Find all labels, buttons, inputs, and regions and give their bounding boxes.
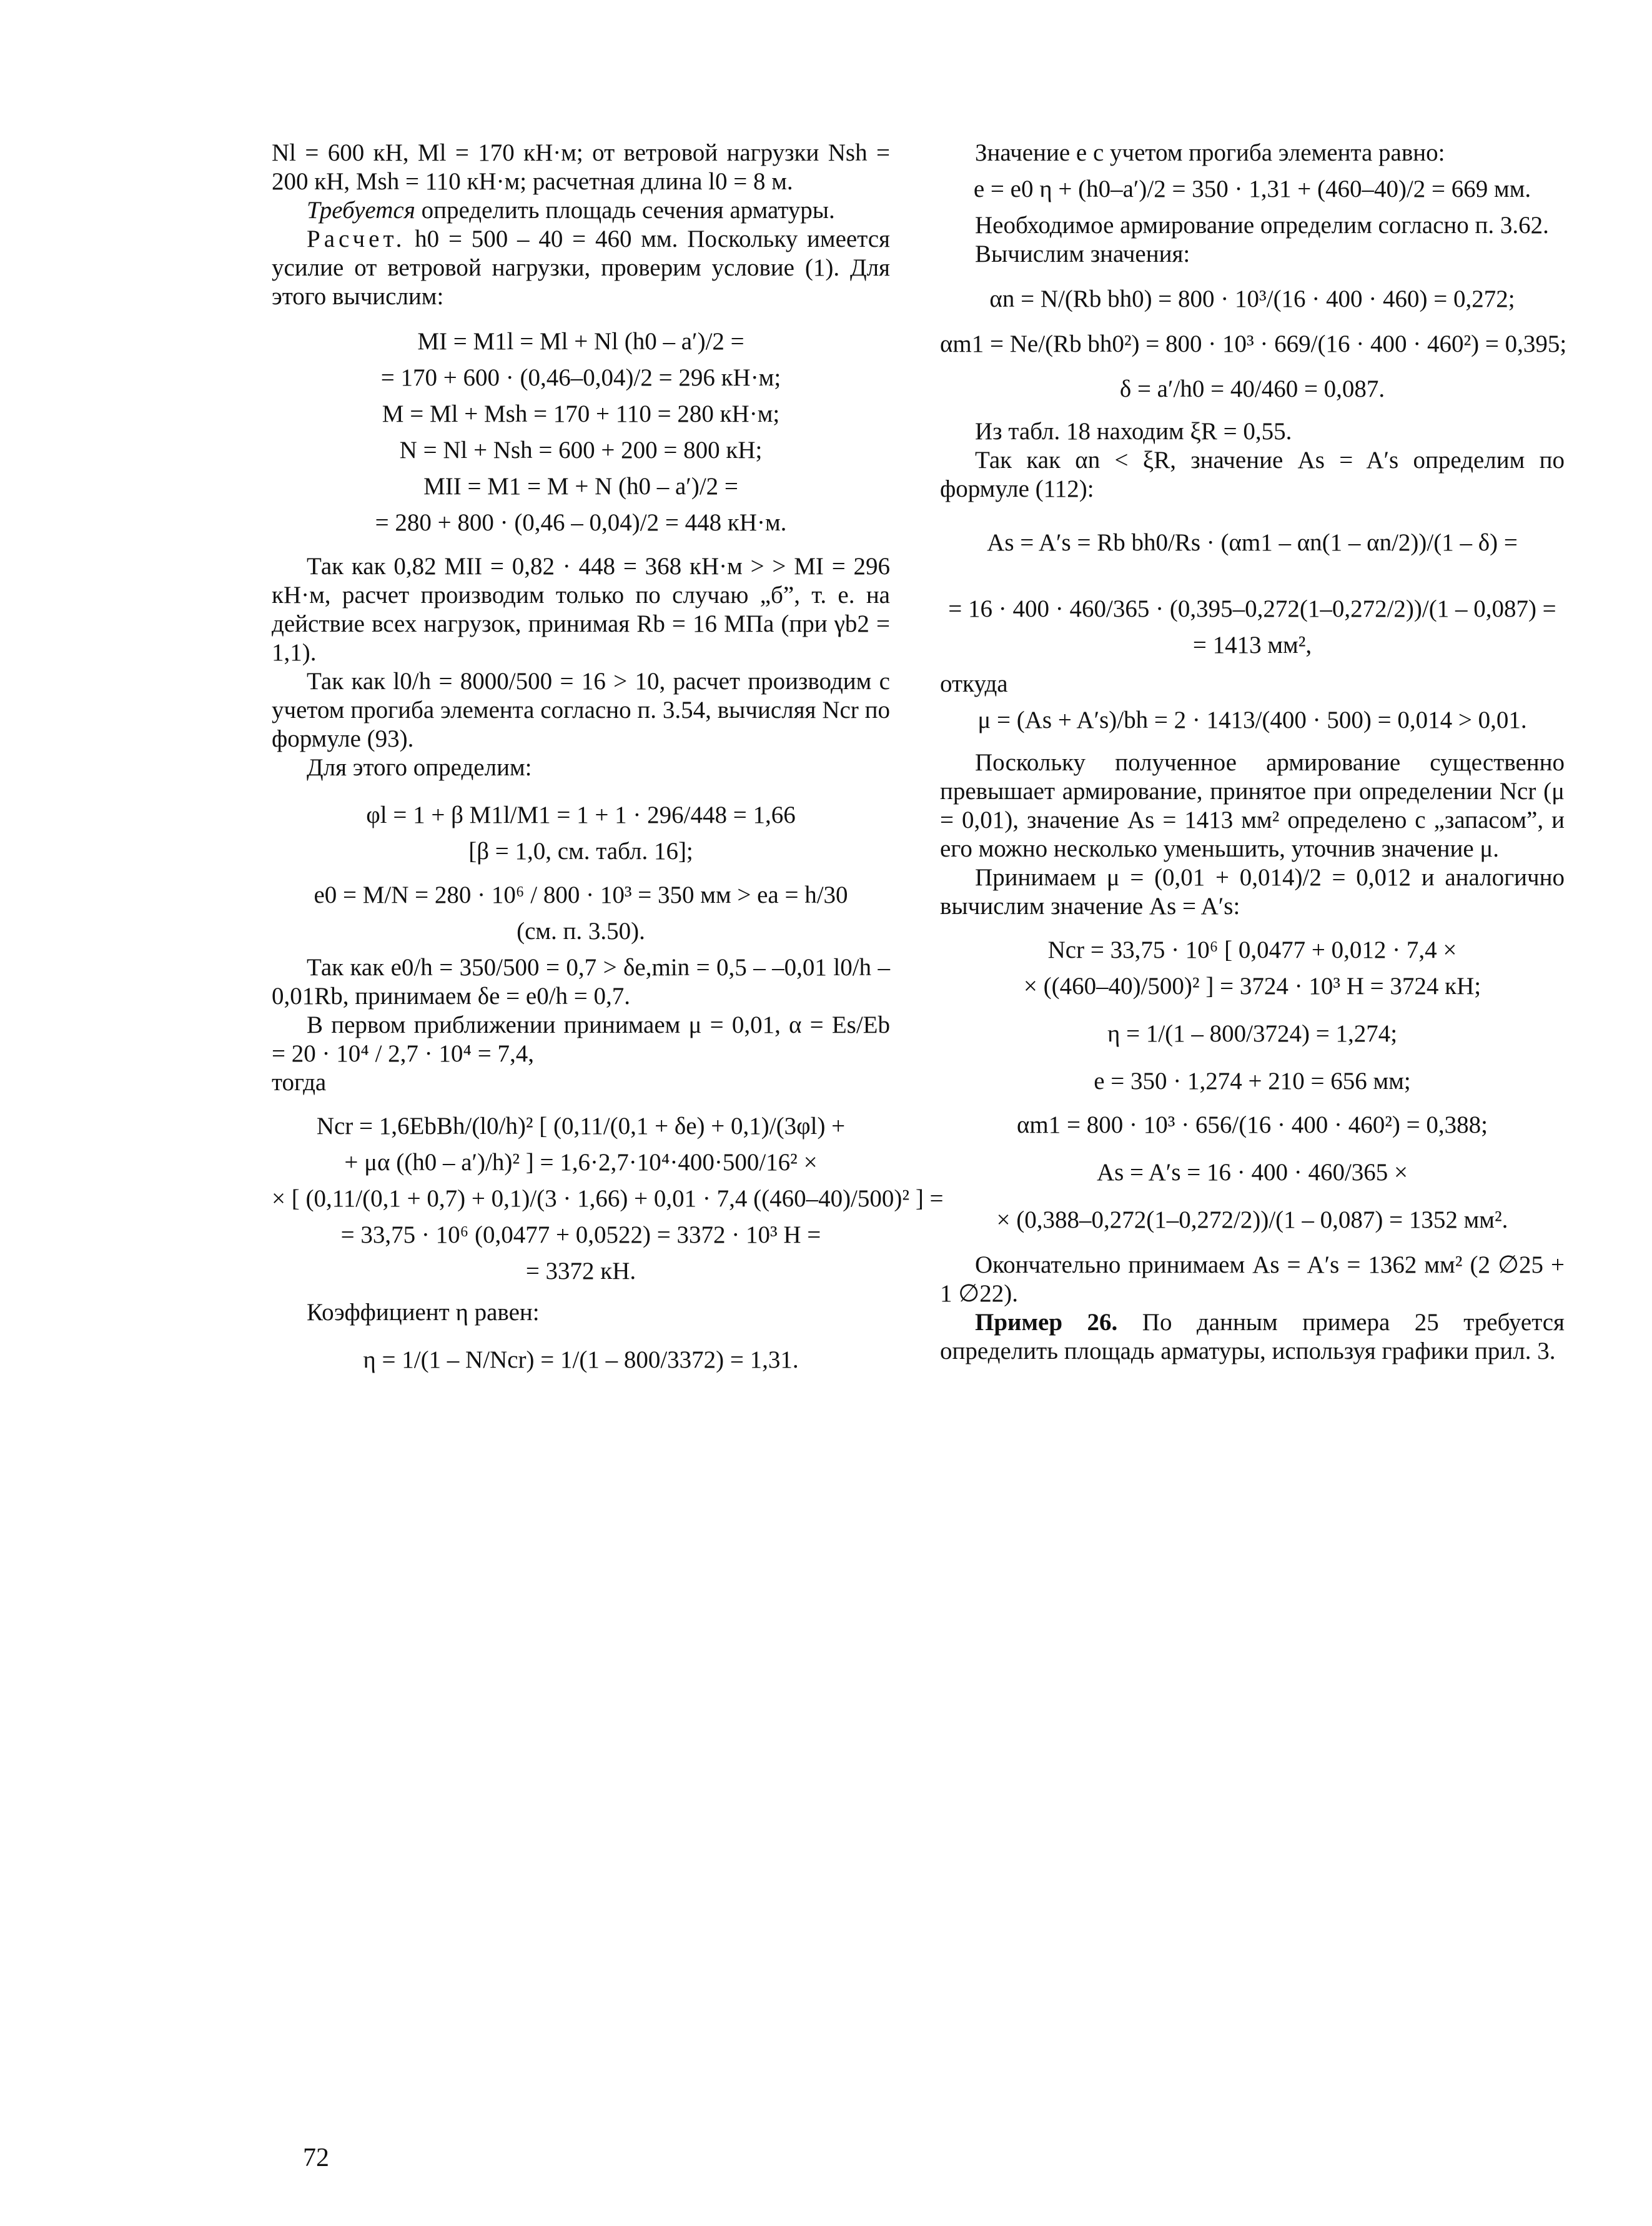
left-column xyxy=(272,139,944,1382)
equation: η = 1/(1 – 800/3724) = 1,274; xyxy=(1107,1020,1398,1047)
example-heading: Пример 26. xyxy=(975,1309,1118,1336)
equation: MII = M1 = M + N (h0 – a′)/2 = xyxy=(423,473,738,500)
equation: e = 350 · 1,274 + 210 = 656 мм; xyxy=(1094,1068,1411,1095)
paragraph: тогда xyxy=(272,1069,327,1096)
equation: [β = 1,0, см. табл. 16]; xyxy=(468,838,693,865)
equation: As = A′s = 16 · 400 · 460/365 × xyxy=(1096,1159,1408,1186)
paragraph: Так как αn < ξR, значение As = A′s определим по формуле (112): xyxy=(940,447,1565,502)
paragraph xyxy=(272,225,890,311)
equation: αm1 = Ne/(Rb bh0²) = 800 · 10³ · 669/(16 · 400 · 460²) = 0,395; xyxy=(940,330,1567,357)
paragraph: Так как 0,82 MII = 0,82 · 448 = 368 кН·м > > MI = 296 кН·м, расчет производим только по случаю „б”, т. е. на действие всех нагрузок, принимая Rb = 16 МПа (при γb2 = 1,1). xyxy=(272,553,890,666)
equation: As = A′s = Rb bh0/Rs · (αm1 – αn(1 – αn/2))/(1 – δ) = xyxy=(987,529,1518,556)
equation: αm1 = 800 · 10³ · 656/(16 · 400 · 460²) = 0,388; xyxy=(1017,1111,1488,1138)
equation: δ = a′/h0 = 40/460 = 0,087. xyxy=(1119,375,1385,402)
paragraph: откуда xyxy=(940,670,1008,697)
text: h0 = 500 – 40 = 460 мм. Поскольку имеется усилие от ветровой нагрузки, проверим условие (1). Для этого вычислим: xyxy=(272,226,890,310)
equation: N = Nl + Nsh = 600 + 200 = 800 кН; xyxy=(399,437,763,464)
equation: = 170 + 600 · (0,46–0,04)/2 = 296 кН·м; xyxy=(380,364,781,391)
paragraph: Коэффициент η равен: xyxy=(307,1299,540,1326)
paragraph: Nl = 600 кН, Ml = 170 кН·м; от ветровой нагрузки Nsh = 200 кН, Msh = 110 кН·м; расчетная длина l0 = 8 м. xyxy=(272,139,890,195)
paragraph xyxy=(272,196,890,225)
equation: = 280 + 800 · (0,46 – 0,04)/2 = 448 кН·м. xyxy=(375,509,787,536)
equation: Ncr = 1,6EbBh/(l0/h)² [ (0,11/(0,1 + δe) + 0,1)/(3φl) + xyxy=(316,1113,846,1140)
page-number: 72 xyxy=(303,2144,329,2172)
equation: e0 = M/N = 280 · 10⁶ / 800 · 10³ = 350 мм > ea = h/30 xyxy=(314,882,848,908)
emphasis: Требуется xyxy=(307,197,415,224)
equation: αn = N/(Rb bh0) = 800 · 10³/(16 · 400 · 460) = 0,272; xyxy=(989,286,1515,312)
equation: MI = M1l = Ml + Nl (h0 – a′)/2 = xyxy=(417,328,744,355)
equation: × [ (0,11/(0,1 + 0,7) + 0,1)/(3 · 1,66) + 0,01 · 7,4 ((460–40)/500)² ] = xyxy=(272,1185,944,1212)
equation: η = 1/(1 – N/Ncr) = 1/(1 – 800/3372) = 1,31. xyxy=(363,1346,799,1373)
paragraph: Значение e с учетом прогиба элемента равно: xyxy=(975,139,1445,166)
text: определить площадь сечения арматуры. xyxy=(415,197,835,224)
paragraph: В первом приближении принимаем μ = 0,01, α = Es/Eb = 20 · 10⁴ / 2,7 · 10⁴ = 7,4, xyxy=(272,1011,890,1067)
equation: = 33,75 · 10⁶ (0,0477 + 0,0522) = 3372 · 10³ Н = xyxy=(340,1221,821,1248)
paragraph: Для этого определим: xyxy=(307,754,532,781)
paragraph: Вычислим значения: xyxy=(975,241,1190,267)
paragraph: Так как l0/h = 8000/500 = 16 > 10, расчет производим с учетом прогиба элемента согласно п. 3.54, вычисляя Ncr по формуле (93). xyxy=(272,668,890,752)
equation: + μα ((h0 – a′)/h)² ] = 1,6·2,7·10⁴·400·500/16² × xyxy=(344,1149,818,1176)
paragraph: Поскольку полученное армирование существенно превышает армирование, принятое при определении Ncr (μ = 0,01), значение As = 1413 мм² определено с „запасом”, и его можно несколько уменьшить, уточнив значение μ. xyxy=(940,749,1565,862)
equation: = 1413 мм², xyxy=(1192,632,1312,658)
equation: Ncr = 33,75 · 10⁶ [ 0,0477 + 0,012 · 7,4 × xyxy=(1047,937,1457,963)
equation: × (0,388–0,272(1–0,272/2))/(1 – 0,087) = 1352 мм². xyxy=(996,1206,1508,1233)
equation: φl = 1 + β M1l/M1 = 1 + 1 · 296/448 = 1,66 xyxy=(366,802,796,828)
equation: = 16 · 400 · 460/365 · (0,395–0,272(1–0,272/2))/(1 – 0,087) = xyxy=(948,595,1556,622)
paragraph xyxy=(940,1308,1565,1366)
paragraph: Из табл. 18 находим ξR = 0,55. xyxy=(975,418,1292,445)
paragraph: Так как e0/h = 350/500 = 0,7 > δe,min = 0,5 – –0,01 l0/h – 0,01Rb, принимаем δe = e0/h = 0,7. xyxy=(272,954,890,1010)
paragraph: Окончательно принимаем As = A′s = 1362 мм² (2 ∅25 + 1 ∅22). xyxy=(940,1251,1565,1307)
equation: × ((460–40)/500)² ] = 3724 · 10³ Н = 3724 кН; xyxy=(1023,973,1481,1000)
paragraph: Необходимое армирование определим согласно п. 3.62. xyxy=(975,212,1549,239)
equation: e = e0 η + (h0–a′)/2 = 350 · 1,31 + (460–40)/2 = 669 мм. xyxy=(973,176,1531,202)
paragraph: Принимаем μ = (0,01 + 0,014)/2 = 0,012 и аналогично вычислим значение As = A′s: xyxy=(940,864,1565,920)
spaced-text: Расчет. xyxy=(307,226,406,252)
equation: μ = (As + A′s)/bh = 2 · 1413/(400 · 500) = 0,014 > 0,01. xyxy=(977,707,1527,733)
equation: (см. п. 3.50). xyxy=(517,918,645,945)
equation: = 3372 кН. xyxy=(525,1258,636,1284)
equation: M = Ml + Msh = 170 + 110 = 280 кН·м; xyxy=(382,400,780,427)
text: По данным примера 25 требуется определить площадь арматуры, используя графики прил. 3. xyxy=(940,1309,1565,1364)
right-column xyxy=(940,139,1565,1366)
